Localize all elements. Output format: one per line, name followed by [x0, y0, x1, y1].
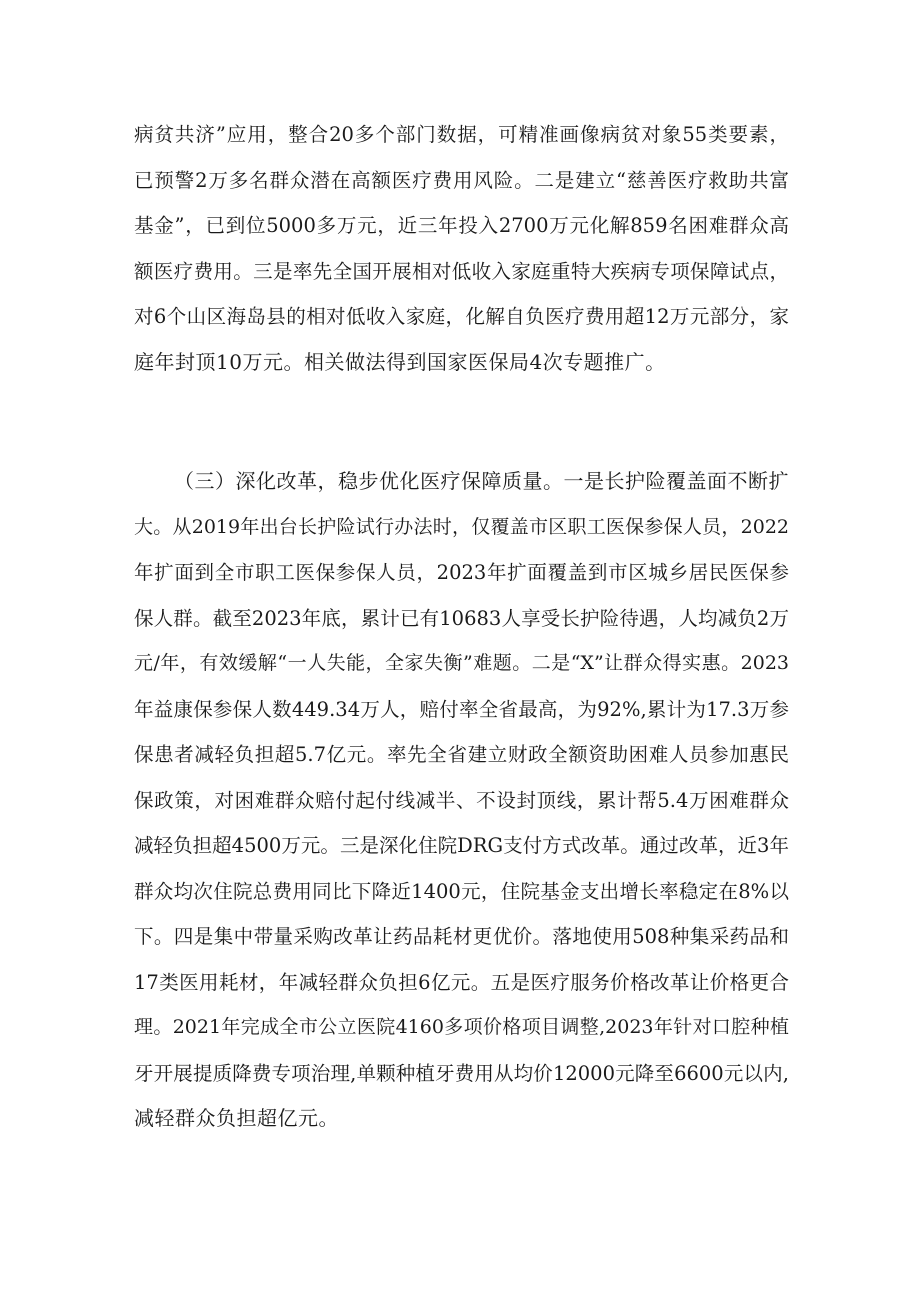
text-line: 病贫共济”应用，整合20多个部门数据，可精准画像病贫对象55类要素，: [134, 123, 789, 146]
text-line: 减轻负担超4500万元。三是深化住院DRG支付方式改革。通过改革，近3年: [134, 834, 789, 857]
paragraph-spacer: [134, 385, 789, 459]
text-line: 保政策，对困难群众赔付起付线减半、不设封顶线，累计帮5.4万困难群众: [134, 788, 789, 812]
text-line: 大。从2019年出台长护险试行办法时，仅覆盖市区职工医保参保人员，2022: [134, 515, 789, 538]
text-line: 牙开展提质降费专项治理,单颗种植牙费用从均价12000元降至6600元以内,: [134, 1061, 789, 1085]
text-line: 基金”，已到位5000多万元，近三年投入2700万元化解859名困难群众高: [134, 214, 789, 237]
text-line: 已预警2万多名群众潜在高额医疗费用风险。二是建立“慈善医疗救助共富: [134, 168, 789, 192]
text-line: 保人群。截至2023年底，累计已有10683人享受长护险待遇，人均减负2万: [134, 606, 789, 630]
text-line: 理。2021年完成全市公立医院4160多项价格项目调整,2023年针对口腔种植: [134, 1016, 789, 1038]
text-line: 保患者减轻负担超5.7亿元。率先全省建立财政全额资助困难人员参加惠民: [134, 743, 789, 766]
text-line: 群众均次住院总费用同比下降近1400元，住院基金支出增长率稳定在8%以: [134, 879, 789, 903]
paragraph-reform: [134, 459, 789, 1142]
text-line: 年扩面到全市职工医保参保人员，2023年扩面覆盖到市区城乡居民医保参: [134, 561, 789, 584]
text-line: 减轻群众负担超亿元。: [134, 1106, 339, 1130]
text-line: 下。四是集中带量采购改革让药品耗材更优价。落地使用508种集采药品和: [134, 925, 789, 948]
text-line: 对6个山区海岛县的相对低收入家庭，化解自负医疗费用超12万元部分，家: [134, 305, 789, 328]
text-line: 额医疗费用。三是率先全国开展相对低收入家庭重特大疾病专项保障试点，: [134, 259, 789, 283]
text-line: 年益康保参保人数449.34万人，赔付率全省最高，为92%,累计为17.3万参: [134, 697, 789, 721]
section-heading-line: （三）深化改革，稳步优化医疗保障质量。一是长护险覆盖面不断扩: [174, 469, 789, 493]
text-line: 元/年，有效缓解“一人失能，全家失衡”难题。二是“X”让群众得实惠。2023: [134, 652, 789, 674]
paragraph-medical-aid: [134, 112, 789, 385]
text-line: 17类医用耗材，年减轻群众负担6亿元。五是医疗服务价格改革让价格更合: [134, 970, 789, 994]
text-line: 庭年封顶10万元。相关做法得到国家医保局4次专题推广。: [134, 349, 666, 374]
document-page: [134, 112, 789, 1142]
